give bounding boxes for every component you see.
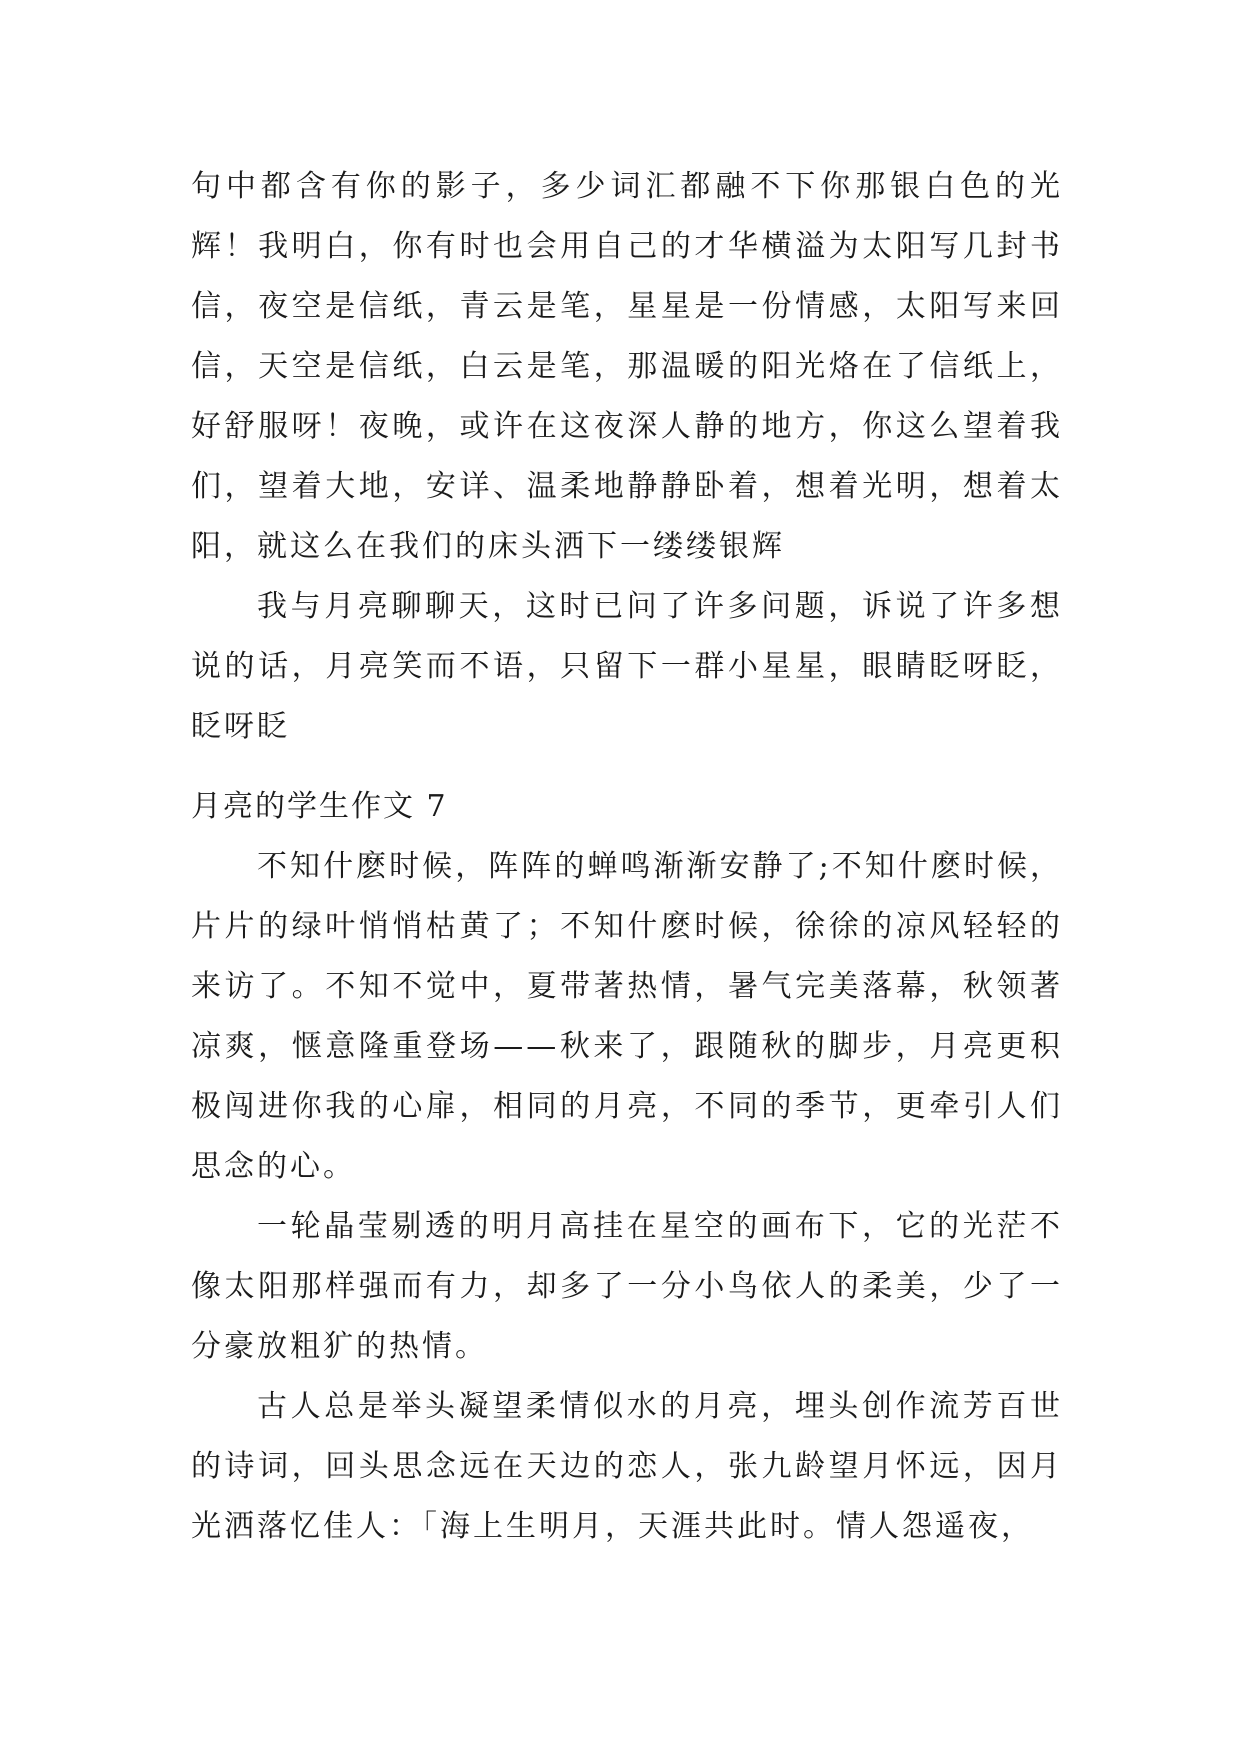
paragraph-5: 古人总是举头凝望柔情似水的月亮，埋头创作流芳百世的诗词，回头思念远在天边的恋人，张九龄望月怀远，因月光洒落忆佳人：「海上生明月，天涯共此时。情人怨遥夜， [191,1389,1063,1544]
paragraph-1: 句中都含有你的影子，多少词汇都融不下你那银白色的光辉！我明白，你有时也会用自己的才华横溢为太阳写几封书信，夜空是信纸，青云是笔，星星是一份情感，太阳写来回信，天空是信纸，白云是笔，那温暖的阳光烙在了信纸上，好舒服呀！夜晚，或许在这夜深人静的地方，你这么望着我们，望着大地，安详、温柔地静静卧着，想着光明，想着太阳，就这么在我们的床头洒下一缕缕银辉 [191,169,1063,564]
paragraph-2: 我与月亮聊聊天，这时已问了许多问题，诉说了许多想说的话，月亮笑而不语，只留下一群小星星，眼睛眨呀眨，眨呀眨 [191,589,1063,744]
paragraph-4: 一轮晶莹剔透的明月高挂在星空的画布下，它的光茫不像太阳那样强而有力，却多了一分小鸟依人的柔美，少了一分豪放粗犷的热情。 [191,1209,1063,1364]
text-block-top [191,157,1063,757]
section-heading-wrapper [191,777,448,837]
text-block-bottom [191,837,1063,1557]
paragraph-3: 不知什麽时候，阵阵的蝉鸣渐渐安静了;不知什麽时候，片片的绿叶悄悄枯黄了；不知什麽时候，徐徐的凉风轻轻的来访了。不知不觉中，夏带著热情，暑气完美落幕，秋领著凉爽，惬意隆重登场——秋来了，跟随秋的脚步，月亮更积极闯进你我的心扉，相同的月亮，不同的季节，更牵引人们思念的心。 [191,849,1063,1184]
section-title: 月亮的学生作文 7 [191,789,448,824]
